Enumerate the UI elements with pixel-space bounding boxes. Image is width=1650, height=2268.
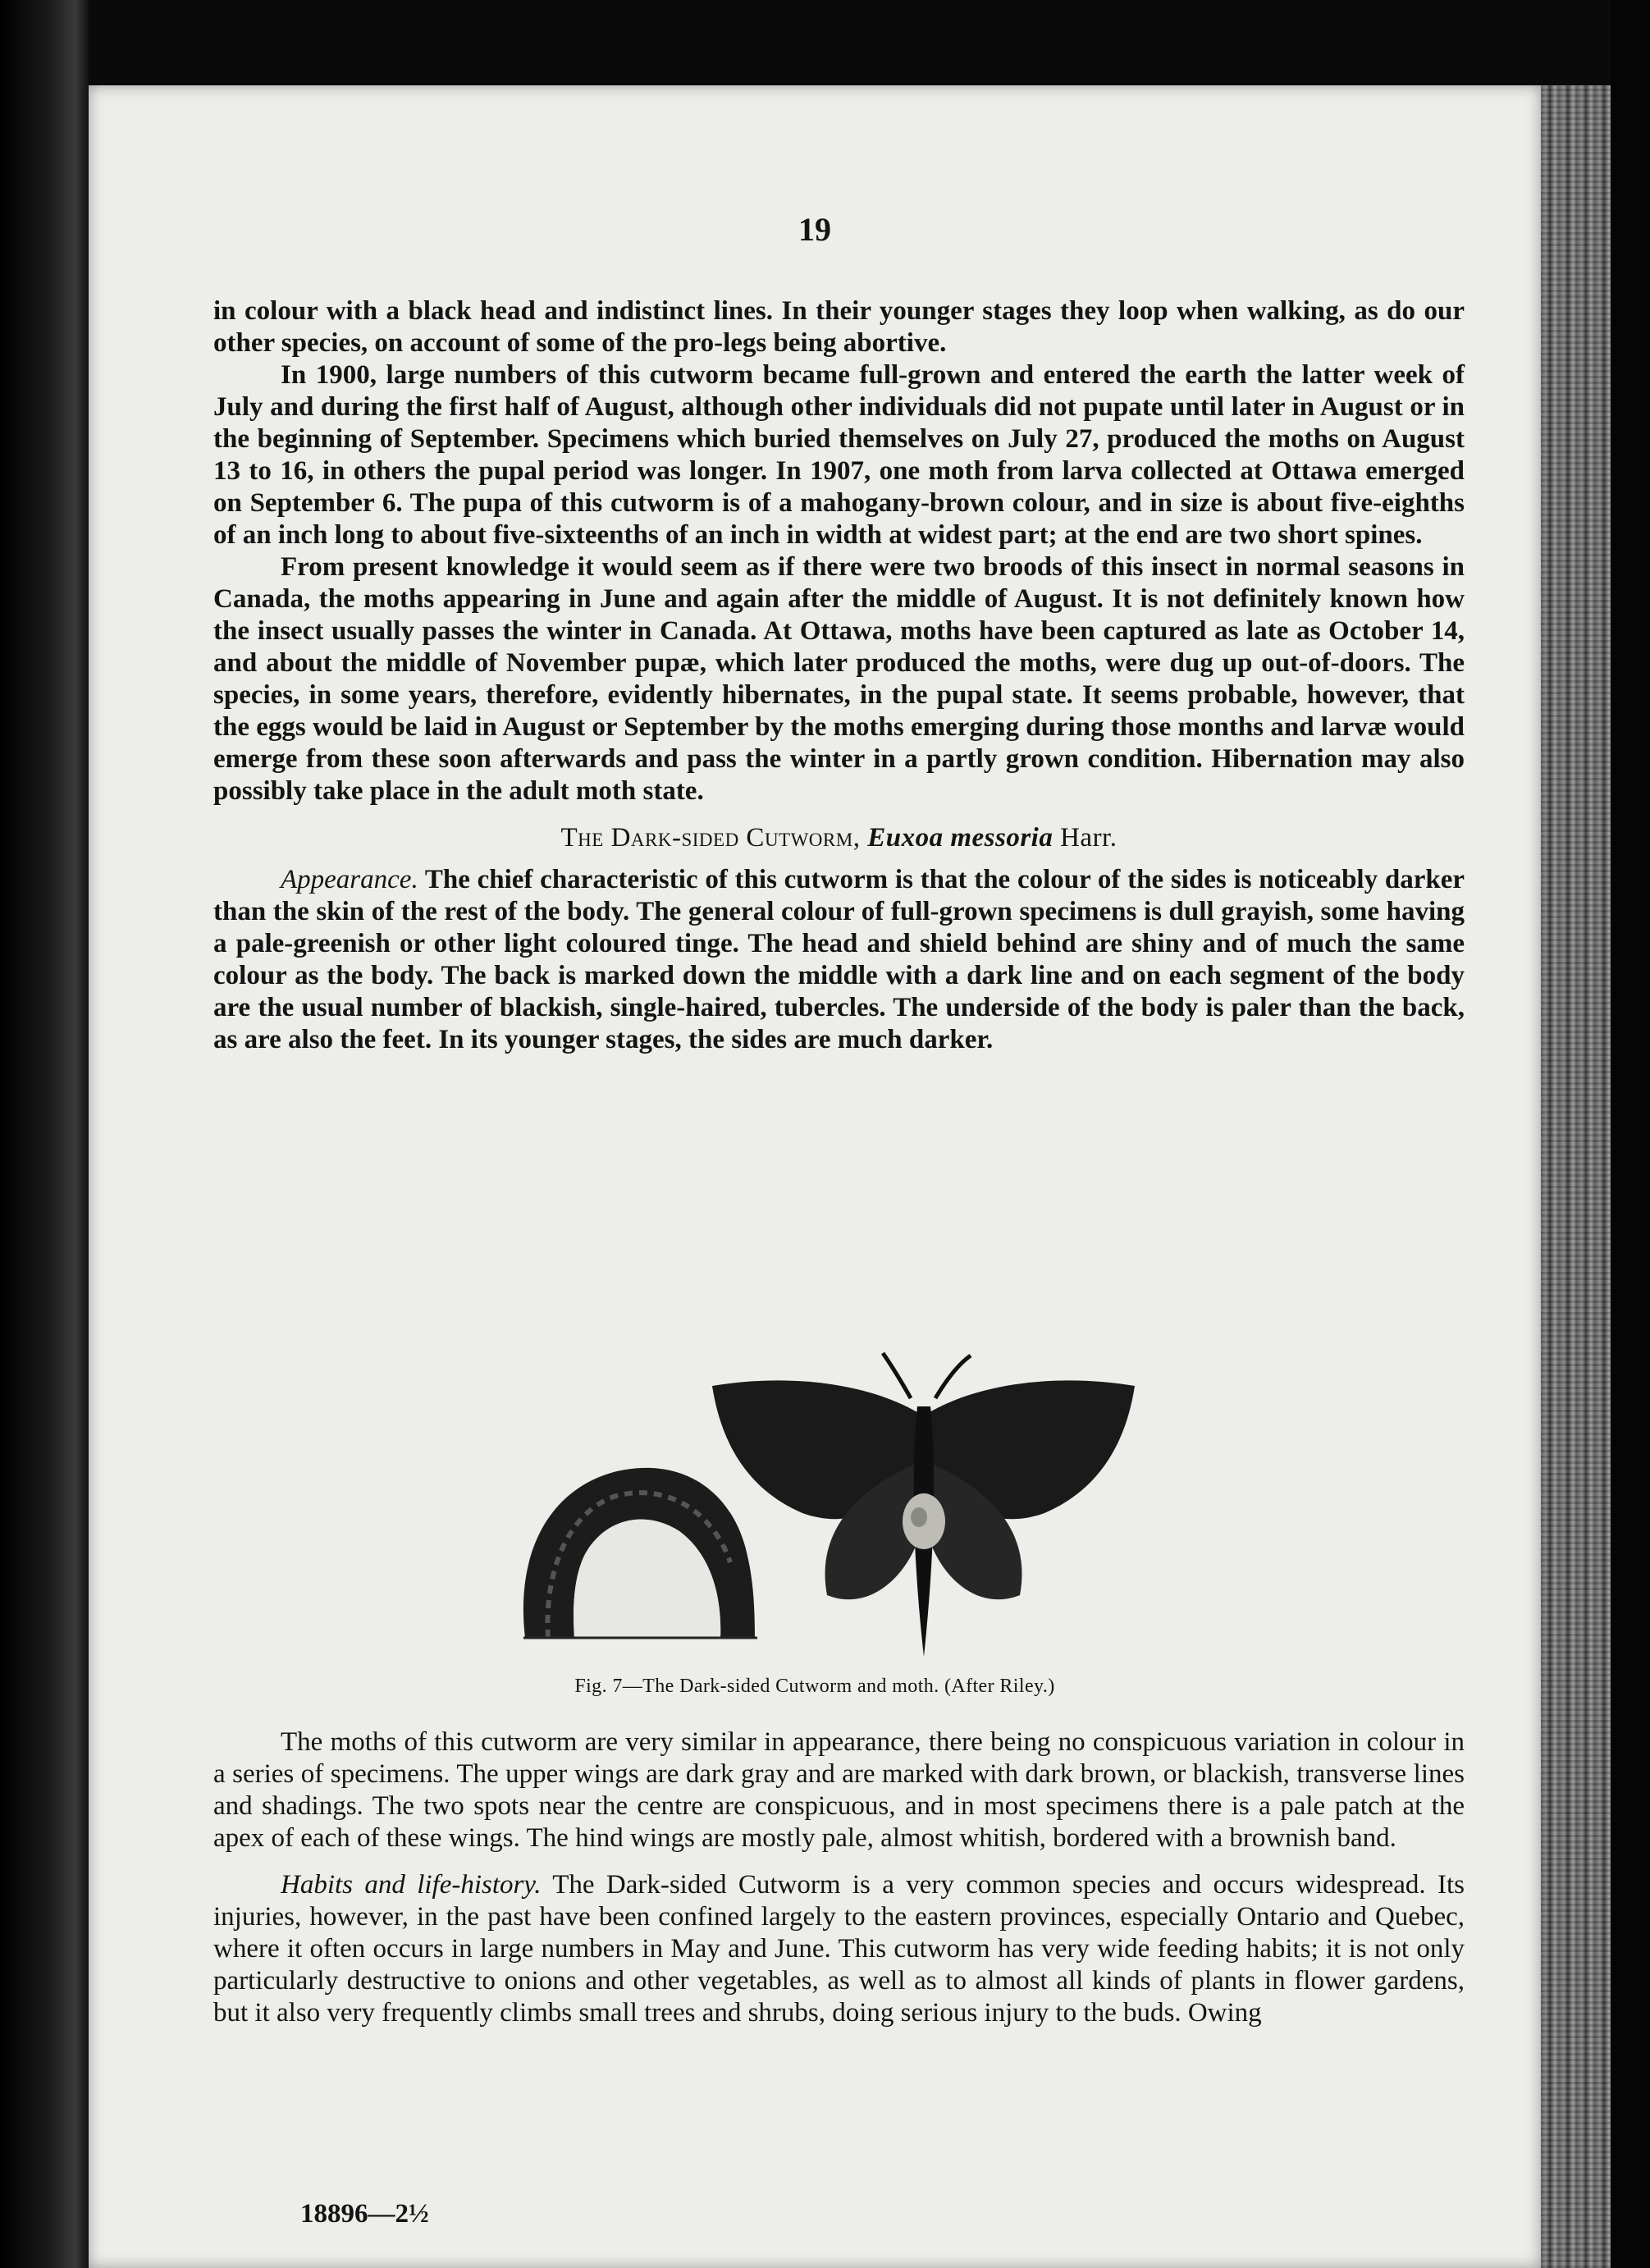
- paragraph-3: From present knowledge it would seem as if there were two broods of this insect in normal seasons in Canada, the moths appearing in June and again after the middle of August. It is not definitely known how the insect usually passes the winter in Canada. At Ottawa, moths have been captured as late as October 14, and about the middle of November pupæ, which later produced the moths, were dug up out-of-doors. The species, in some years, therefore, evidently hibernates, in the pupal state. It seems probable, however, that the eggs would be laid in August or September by the moths emerging during those months and larvæ would emerge from these soon afterwards and pass the winter in a partly grown condition. Hibernation may also possibly take place in the adult moth state.: [213, 552, 1465, 806]
- signature-mark: 18896—2½: [300, 2199, 429, 2229]
- appearance-text: The chief characteristic of this cutworm is that the colour of the sides is noticeably darker than the skin of the rest of the body. The general colour of full-grown specimens is dull grayish, some having a pale-greenish or other light coloured tinge. The head and shield behind are shiny and of much the same colour as the body. The back is marked down the middle with a dark line and on each segment of the body are the usual number of blackish, single-haired, tubercles. The underside of the body is paler than the back, as are also the feet. In its younger stages, the sides are much darker.: [213, 865, 1465, 1054]
- paragraph-1: in colour with a black head and indistinct lines. In their younger stages they loop when walking, as do our other species, on account of some of the pro-legs being abortive.: [213, 296, 1465, 358]
- section-heading: [213, 822, 1465, 854]
- heading-species: Euxoa messoria: [867, 823, 1054, 853]
- page-number: 19: [798, 211, 831, 248]
- book-binding-edge: [1541, 85, 1611, 2268]
- figure-cutworm-moth: [89, 1349, 1541, 1694]
- habits-text: The Dark-sided Cutworm is a very common species and occurs widespread. Its injuries, however, in the past have been confined largely to the eastern provinces, especially Ontario and Quebec, where it often occurs in large numbers in May and June. This cutworm has very wide feeding habits; it is not only particularly destructive to onions and other vegetables, as well as to almost all kinds of plants in flower gardens, but it also very frequently climbs small trees and shrubs, doing serious injury to the buds. Owing: [213, 1870, 1465, 2028]
- paragraph-2: In 1900, large numbers of this cutworm became full-grown and entered the earth the latter week of July and during the first half of August, although other individuals did not pupate until later in August or in the beginning of September. Specimens which buried themselves on July 27, produced the moths on August 13 to 16, in others the pupal period was longer. In 1907, one moth from larva collected at Ottawa emerged on September 6. The pupa of this cutworm is of a mahogany-brown colour, and in size is about five-eighths of an inch long to about five-sixteenths of an inch in width at widest part; at the end are two short spines.: [213, 360, 1465, 550]
- scan-right-edge: [1611, 0, 1650, 2268]
- moth-illustration: [712, 1353, 1135, 1657]
- appearance-paragraph: [213, 864, 1465, 1056]
- body-text-top: [213, 295, 1465, 1056]
- document-page: [89, 85, 1541, 2268]
- cutworm-illustration: [523, 1468, 757, 1638]
- heading-author: Harr.: [1060, 823, 1118, 853]
- moths-paragraph: The moths of this cutworm are very similar in appearance, there being no conspicuous variation in colour in a series of specimens. The upper wings are dark gray and are marked with dark brown, or blackish, transverse lines and shadings. The two spots near the centre are conspicuous, and in most specimens there is a pale patch at the apex of each of these wings. The hind wings are mostly pale, almost whitish, bordered with a brownish band.: [213, 1727, 1465, 1853]
- scan-left-edge: [0, 0, 89, 2268]
- habits-paragraph: [213, 1869, 1465, 2029]
- body-text-bottom: [213, 1726, 1465, 2029]
- heading-common-name: The Dark-sided Cutworm,: [560, 823, 861, 853]
- figure-caption: Fig. 7—The Dark-sided Cutworm and moth. (After Riley.): [574, 1676, 1055, 1697]
- appearance-label: Appearance.: [281, 865, 418, 894]
- habits-label: Habits and life-history.: [281, 1870, 542, 1900]
